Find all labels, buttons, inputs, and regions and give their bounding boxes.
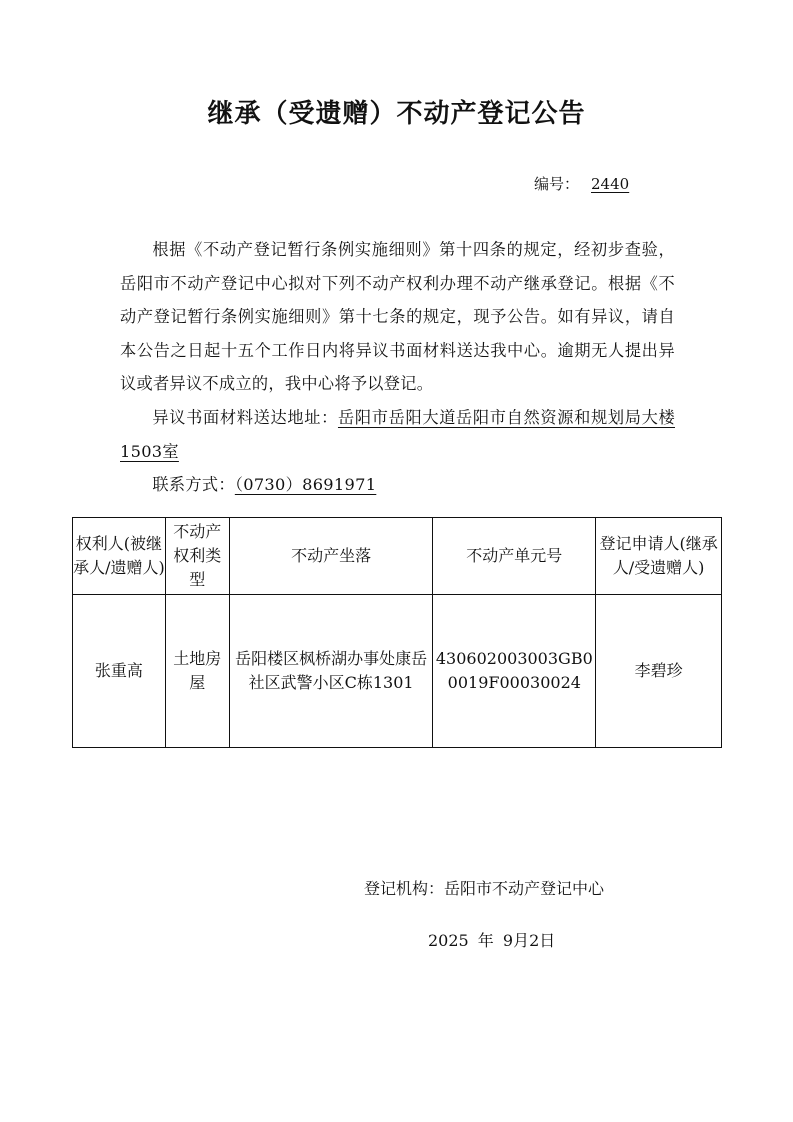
registration-authority [364,876,604,899]
cell-location: 岳阳楼区枫桥湖办事处康岳社区武警小区C栋1301 [229,595,433,748]
cell-rights-holder: 张重高 [73,595,166,748]
announcement-paragraph: 根据《不动产登记暂行条例实施细则》第十四条的规定，经初步查验，岳阳市不动产登记中心拟对下列不动产权利办理不动产继承登记。根据《不动产登记暂行条例实施细则》第十七条的规定，现予公告。如有异议，请自本公告之日起十五个工作日内将异议书面材料送达我中心。逾期无人提出异议或者异议不成立的，我中心将予以登记。 [120,240,675,394]
header-rights-holder: 权利人(被继承人/遗赠人) [73,518,166,595]
table-header-row [73,518,722,595]
contact-label: 联系方式： [152,475,235,495]
table-row [73,595,722,748]
page-title: 继承（受遗赠）不动产登记公告 [207,99,586,129]
contact-value: （0730）8691971 [234,475,377,495]
header-rights-type: 不动产权利类型 [165,518,229,595]
address-label: 异议书面材料送达地址： [152,407,338,427]
authority-label: 登记机构： [364,879,445,898]
announcement-body [120,233,675,502]
serial-value: 2440 [591,175,630,193]
header-unit-number: 不动产单元号 [433,518,596,595]
address-value: 岳阳市岳阳大道岳阳市自然资源和规划局大楼1503室 [120,407,675,461]
serial-label: 编号： [534,175,580,193]
serial-number [534,173,629,194]
header-location: 不动产坐落 [229,518,433,595]
cell-applicant: 李碧珍 [596,595,722,748]
property-table [72,517,722,748]
announcement-date: 2025 年 9月2日 [428,931,556,950]
authority-name: 岳阳市不动产登记中心 [444,879,605,898]
cell-rights-type: 土地房屋 [165,595,229,748]
objection-address [120,401,675,468]
contact-info [120,468,675,502]
header-applicant: 登记申请人(继承人/受遗赠人) [596,518,722,595]
cell-unit-number: 430602003003GB00019F00030024 [433,595,596,748]
